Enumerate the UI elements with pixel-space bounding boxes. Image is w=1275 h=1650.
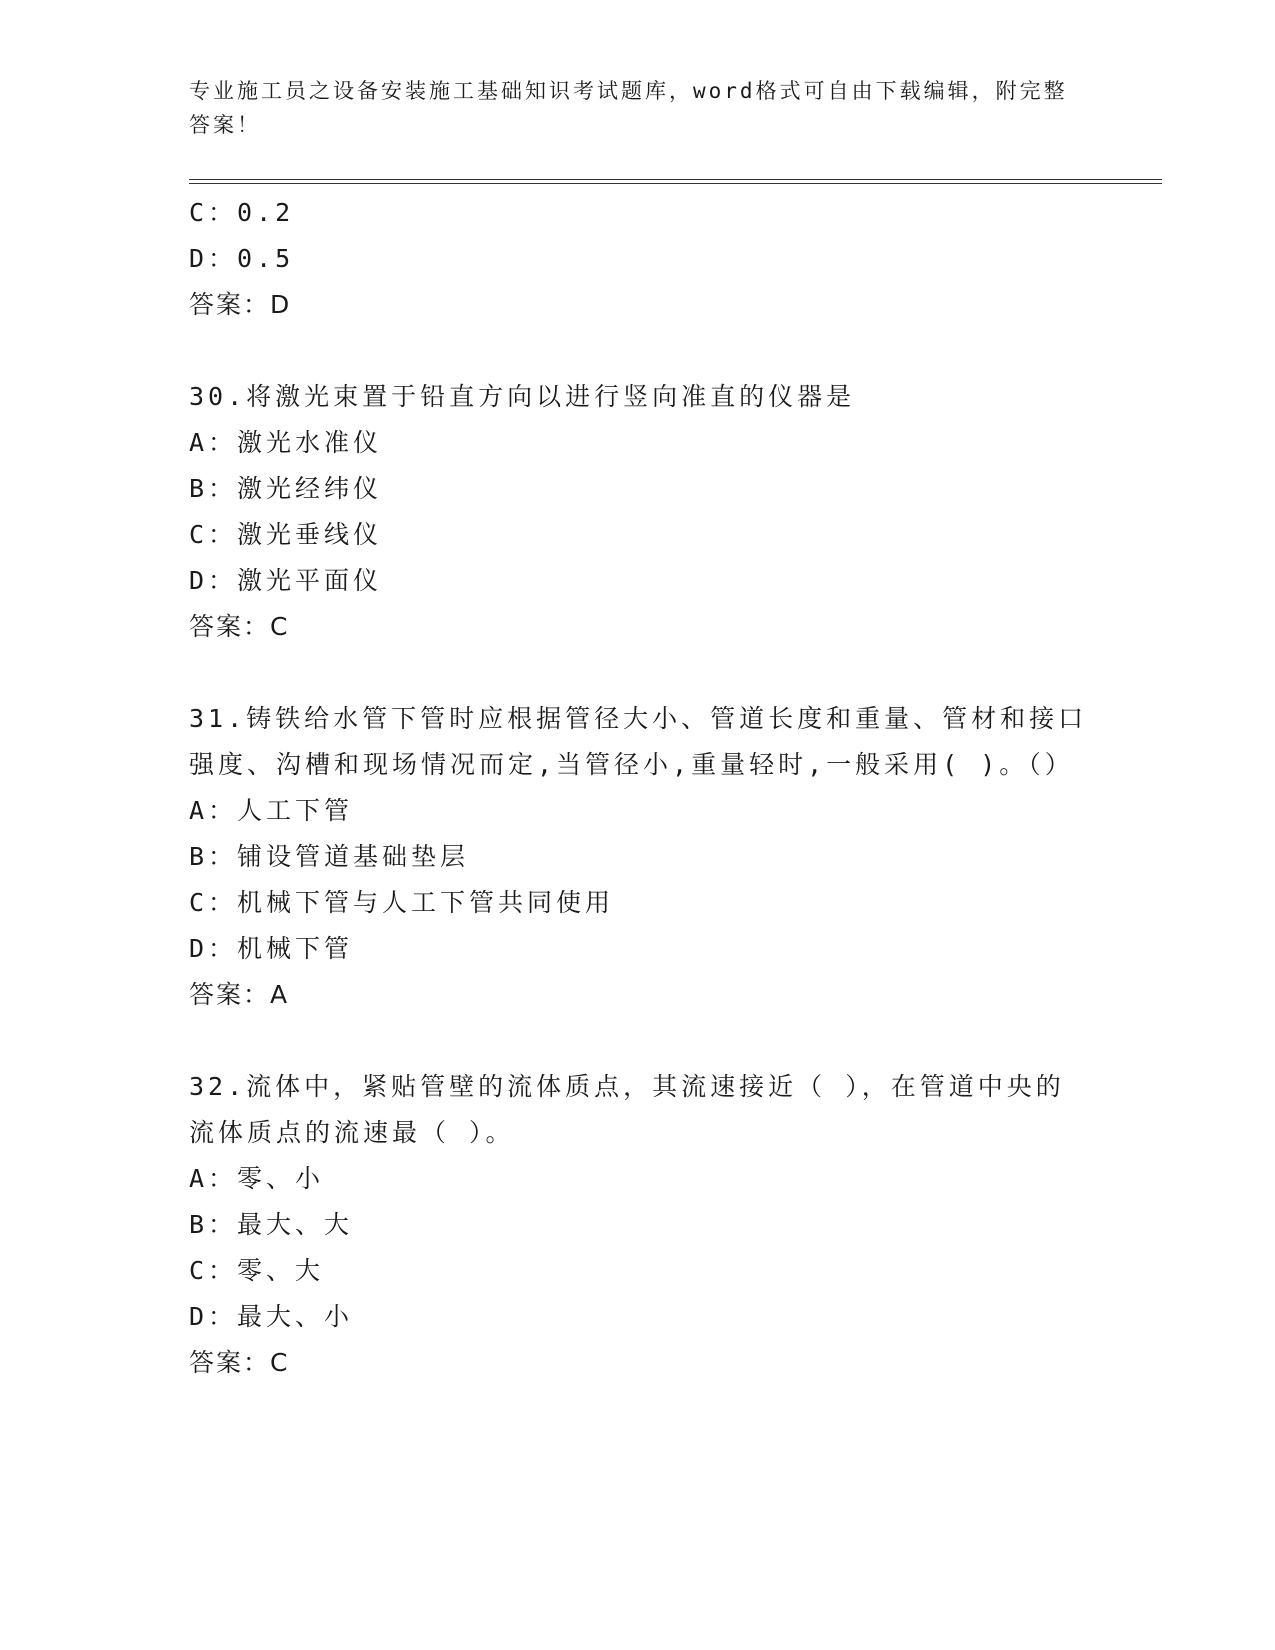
option-b: B：激光经纬仪 bbox=[189, 474, 383, 503]
answer: 答案：C bbox=[189, 612, 290, 641]
previous-question-tail bbox=[189, 190, 1089, 328]
spacer bbox=[189, 328, 1089, 374]
question-text: 31.铸铁给水管下管时应根据管径大小、管道长度和重量、管材和接口强度、沟槽和现场情况而定,当管径小,重量轻时,一般采用( )。（） bbox=[189, 704, 1088, 779]
header-divider-top bbox=[189, 179, 1162, 180]
question-31 bbox=[189, 696, 1089, 1018]
option-b: B：最大、大 bbox=[189, 1210, 354, 1239]
option-d: D：机械下管 bbox=[189, 934, 354, 963]
option-b: B：铺设管道基础垫层 bbox=[189, 842, 470, 871]
answer: 答案：C bbox=[189, 1348, 290, 1377]
document-header bbox=[189, 74, 1089, 142]
header-title: 专业施工员之设备安装施工基础知识考试题库，word格式可自由下载编辑，附完整答案！ bbox=[189, 79, 1068, 137]
question-30 bbox=[189, 374, 1089, 650]
header-divider-bottom bbox=[189, 183, 1162, 184]
option-c: C：零、大 bbox=[189, 1256, 325, 1285]
option-a: A：激光水准仪 bbox=[189, 428, 383, 457]
option-a: A：人工下管 bbox=[189, 796, 354, 825]
spacer bbox=[189, 1018, 1089, 1064]
option-c: C：激光垂线仪 bbox=[189, 520, 383, 549]
question-text: 32.流体中，紧贴管壁的流体质点，其流速接近（ ），在管道中央的流体质点的流速最（ ）。 bbox=[189, 1072, 1065, 1147]
option-c: C：0.2 bbox=[189, 198, 295, 227]
question-text: 30.将激光束置于铅直方向以进行竖向准直的仪器是 bbox=[189, 382, 856, 411]
option-a: A：零、小 bbox=[189, 1164, 325, 1193]
question-32 bbox=[189, 1064, 1089, 1386]
option-c: C：机械下管与人工下管共同使用 bbox=[189, 888, 615, 917]
answer: 答案：A bbox=[189, 980, 290, 1009]
spacer bbox=[189, 650, 1089, 696]
option-d: D：最大、小 bbox=[189, 1302, 354, 1331]
option-d: D：激光平面仪 bbox=[189, 566, 383, 595]
question-content bbox=[189, 190, 1089, 1386]
option-d: D：0.5 bbox=[189, 244, 295, 273]
answer: 答案：D bbox=[189, 290, 292, 319]
